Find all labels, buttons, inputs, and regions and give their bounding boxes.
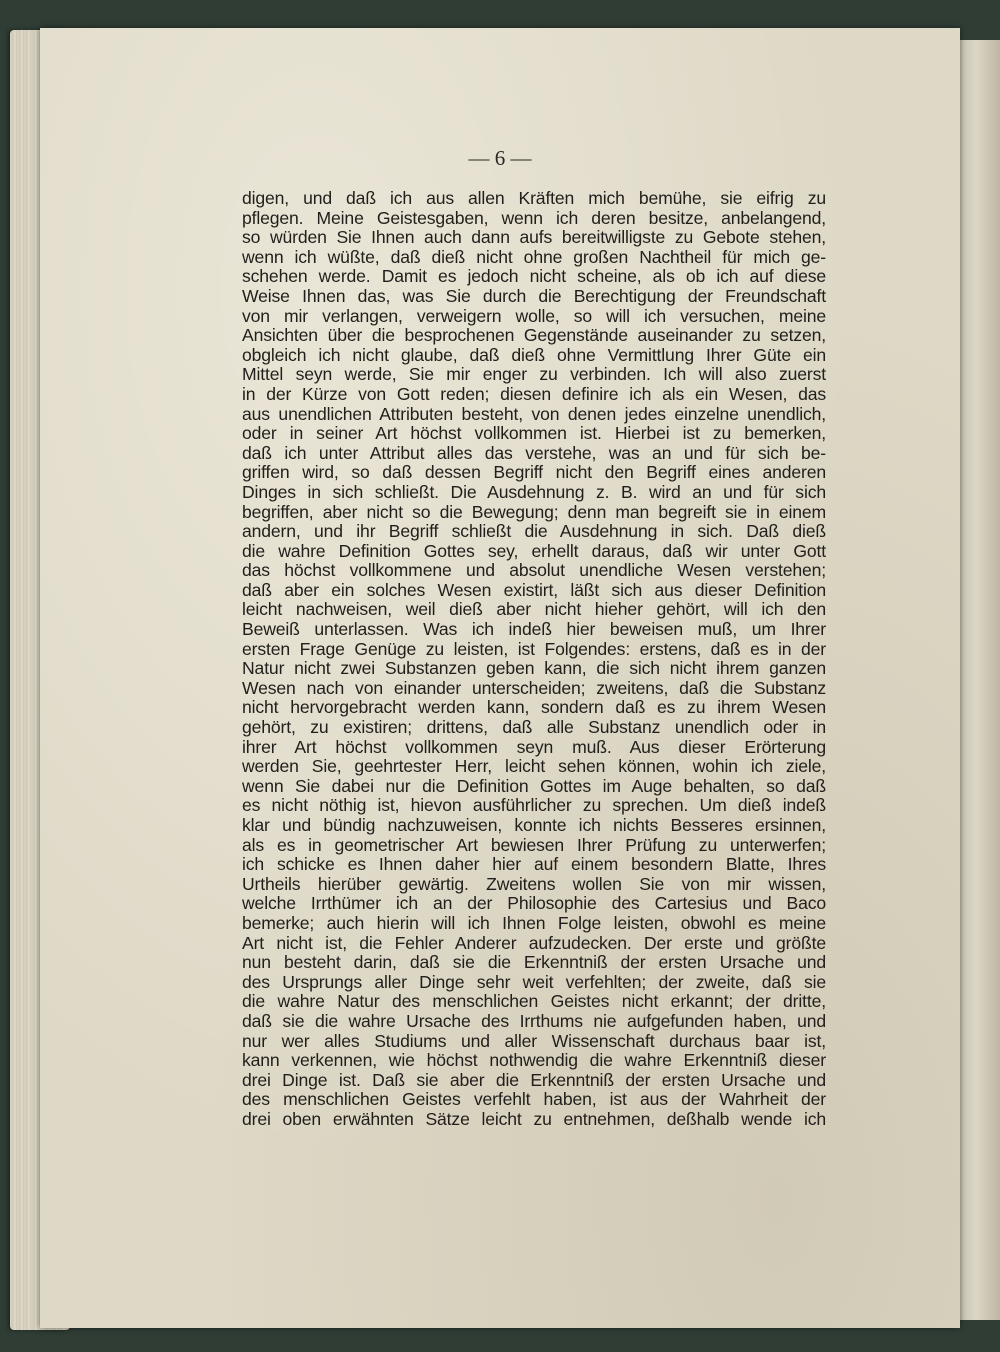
text-line: pflegen. Meine Geistesgaben, wenn ich deren besitze, anbelangend,	[242, 207, 826, 228]
text-line: ersten Frage Genüge zu leisten, ist Folgendes: erstens, daß es in der	[242, 638, 826, 659]
text-line: Weise Ihnen das, was Sie durch die Berechtigung der Freundschaft	[242, 285, 826, 306]
text-line: kann verkennen, wie höchst nothwendig die wahre Erkenntniß dieser	[242, 1050, 826, 1071]
text-line: drei oben erwähnten Sätze leicht zu entnehmen, deßhalb wende ich	[242, 1108, 826, 1129]
text-line: Urtheils hierüber gewärtig. Zweitens wollen Sie von mir wissen,	[242, 873, 826, 894]
text-line: es nicht nöthig ist, hievon ausführlicher zu sprechen. Um dieß indeß	[242, 795, 826, 816]
text-line: leicht nachweisen, weil dieß aber nicht hieher gehört, will ich den	[242, 599, 826, 620]
text-line: Dinges in sich schließt. Die Ausdehnung z. B. wird an und für sich	[242, 481, 826, 502]
text-line: daß ich unter Attribut alles das verstehe, was an und für sich be-	[242, 442, 826, 463]
text-line: gehört, zu existiren; drittens, daß alle Substanz unendlich oder in	[242, 717, 826, 738]
text-line: begriffen, aber nicht so die Bewegung; denn man begreift sie in einem	[242, 501, 826, 522]
body-text	[242, 189, 826, 1130]
text-line: nicht hervorgebracht werden kann, sondern daß es zu ihrem Wesen	[242, 697, 826, 718]
text-line: klar und bündig nachzuweisen, konnte ich nichts Besseres ersinnen,	[242, 815, 826, 835]
text-line: daß aber ein solches Wesen existirt, läßt sich aus dieser Definition	[242, 579, 826, 600]
text-line: griffen wird, so daß dessen Begriff nicht den Begriff eines anderen	[242, 462, 826, 483]
text-line: Beweiß unterlassen. Was ich indeß hier beweisen muß, um Ihrer	[242, 619, 826, 640]
text-line: nur wer alles Studiums und aller Wissenschaft durchaus baar ist,	[242, 1030, 826, 1051]
text-line: des menschlichen Geistes verfehlt haben, ist aus der Wahrheit der	[242, 1089, 826, 1110]
text-line: Ansichten über die besprochenen Gegenstände auseinander zu setzen,	[242, 325, 826, 346]
text-line: das höchst vollkommene und absolut unendliche Wesen verstehen;	[242, 560, 826, 581]
text-line: drei Dinge ist. Daß sie aber die Erkenntniß der ersten Ursache und	[242, 1069, 826, 1090]
text-line: des Ursprungs aller Dinge sehr weit verfehlten; der zweite, daß sie	[242, 971, 826, 992]
text-line: aus unendlichen Attributen besteht, von denen jedes einzelne unendlich,	[242, 403, 826, 424]
text-line: Art nicht ist, die Fehler Anderer aufzudecken. Der erste und größte	[242, 932, 826, 953]
page-number: — 6 —	[468, 146, 532, 170]
text-line: die wahre Definition Gottes sey, erhellt daraus, daß wir unter Gott	[242, 540, 826, 561]
text-line: daß sie die wahre Ursache des Irrthums nie aufgefunden haben, und	[242, 1010, 826, 1031]
text-line: in der Kürze von Gott reden; diesen definire ich als ein Wesen, das	[242, 383, 826, 404]
text-line: von mir verlangen, verweigern wolle, so will ich versuchen, meine	[242, 305, 826, 326]
text-line: Wesen nach von einander unterscheiden; zweitens, daß die Substanz	[242, 677, 826, 698]
book-page	[40, 28, 960, 1328]
text-line: ich schicke es Ihnen daher hier auf einem besondern Blatte, Ihres	[242, 854, 826, 875]
text-line: andern, und ihr Begriff schließt die Ausdehnung in sich. Daß dieß	[242, 521, 826, 542]
text-line: wenn Sie dabei nur die Definition Gottes im Auge behalten, so daß	[242, 775, 826, 796]
text-line: welche Irrthümer ich an der Philosophie des Cartesius und Baco	[242, 893, 826, 914]
text-line: Mittel seyn werde, Sie mir enger zu verbinden. Ich will also zuerst	[242, 364, 826, 385]
text-line: ihrer Art höchst vollkommen seyn muß. Aus dieser Erörterung	[242, 736, 826, 757]
text-line: wenn ich wüßte, daß dieß nicht ohne großen Nachtheil für mich ge-	[242, 246, 826, 267]
text-line: Natur nicht zwei Substanzen geben kann, die sich nicht ihrem ganzen	[242, 658, 826, 679]
text-line: obgleich ich nicht glaube, daß dieß ohne Vermittlung Ihrer Güte ein	[242, 344, 826, 365]
facing-page-edge	[960, 40, 1000, 1320]
text-line: nun besteht darin, daß sie die Erkenntniß der ersten Ursache und	[242, 952, 826, 973]
text-line: oder in seiner Art höchst vollkommen ist. Hierbei ist zu bemerken,	[242, 423, 826, 444]
text-line: digen, und daß ich aus allen Kräften mich bemühe, sie eifrig zu	[242, 188, 826, 208]
text-line: schehen werde. Damit es jedoch nicht scheine, als ob ich auf diese	[242, 266, 826, 287]
text-line: so würden Sie Ihnen auch dann aufs bereitwilligste zu Gebote stehen,	[242, 227, 826, 248]
text-line: die wahre Natur des menschlichen Geistes nicht erkannt; der dritte,	[242, 991, 826, 1012]
text-line: bemerke; auch hierin will ich Ihnen Folge leisten, obwohl es meine	[242, 912, 826, 933]
text-line: werden Sie, geehrtester Herr, leicht sehen können, wohin ich ziele,	[242, 756, 826, 777]
text-line: als es in geometrischer Art bewiesen Ihrer Prüfung zu unterwerfen;	[242, 834, 826, 855]
